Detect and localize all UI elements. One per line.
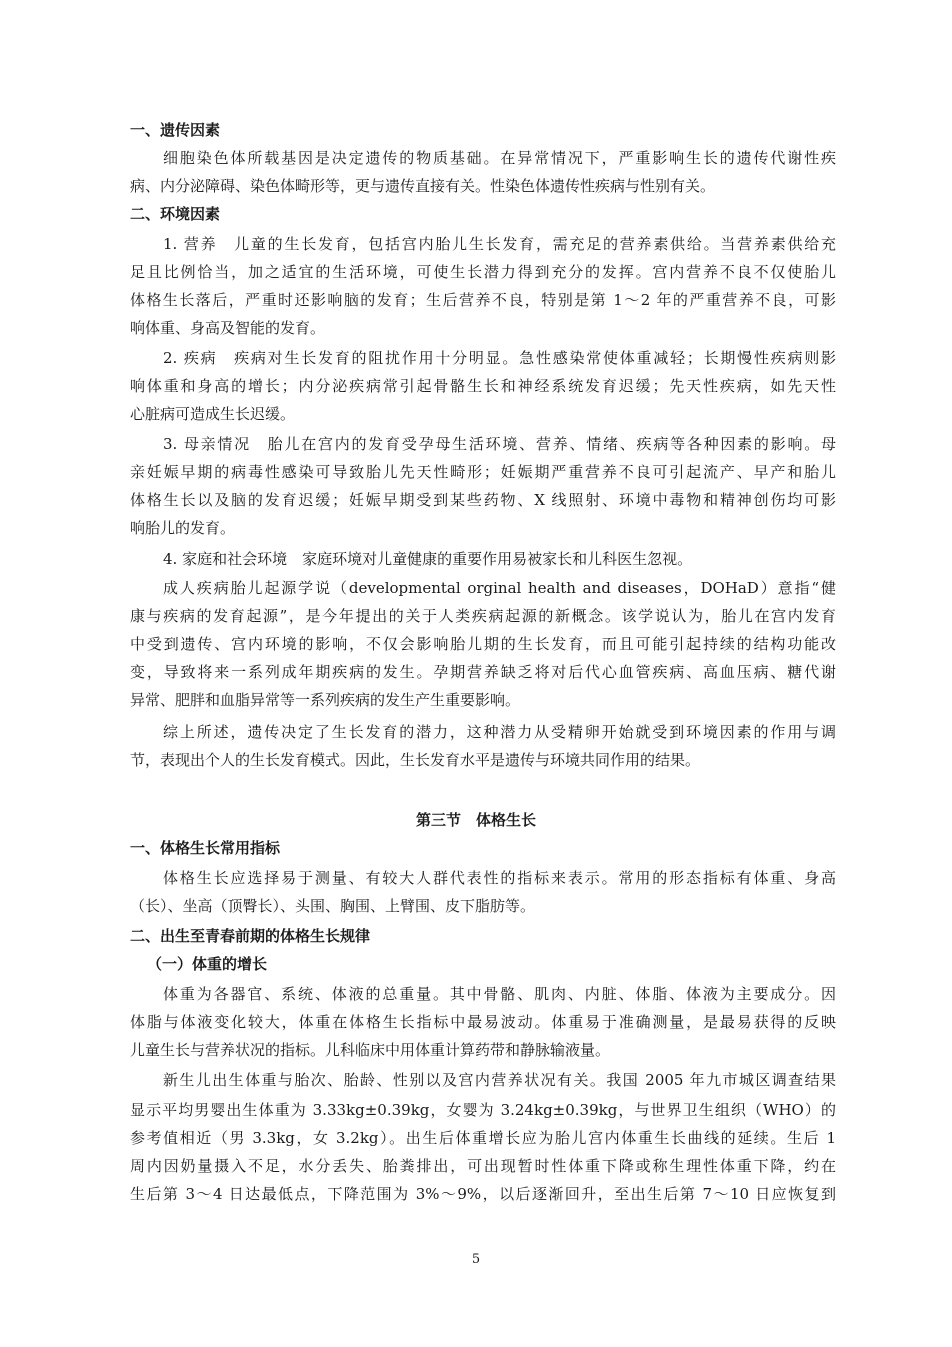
paragraph-line: 病、内分泌障碍、染色体畸形等，更与遗传直接有关。性染色体遗传性疾病与性别有关。 <box>130 177 716 195</box>
paragraph-line: 康与疾病的发育起源”，是今年提出的关于人类疾病起源的新概念。该学说认为，胎儿在宫内发育 <box>130 607 836 625</box>
paragraph-line: 儿童生长与营养状况的指标。儿科临床中用体重计算药带和静脉输液量。 <box>130 1041 611 1059</box>
paragraph-line: 心脏病可造成生长迟缓。 <box>130 405 296 423</box>
paragraph-line: 综上所述，遗传决定了生长发育的潜力，这种潜力从受精卵开始就受到环境因素的作用与调 <box>163 723 836 741</box>
paragraph-line: 异常、肥胖和血脂异常等一系列疾病的发生产生重要影响。 <box>130 691 521 709</box>
paragraph-line: 体格生长应选择易于测量、有较大人群代表性的指标来表示。常用的形态指标有体重、身高 <box>163 869 836 887</box>
paragraph-line: 变，导致将来一系列成年期疾病的发生。孕期营养缺乏将对后代心血管疾病、高血压病、糖代谢 <box>130 663 836 681</box>
paragraph-line: 周内因奶量摄入不足，水分丢失、胎粪排出，可出现暂时性体重下降或称生理性体重下降，约在 <box>130 1157 836 1175</box>
paragraph-line: 亲妊娠早期的病毒性感染可导致胎儿先天性畸形；妊娠期严重营养不良可引起流产、早产和胎儿 <box>130 463 836 481</box>
paragraph-line: 体格生长落后，严重时还影响脑的发育；生后营养不良，特别是第 1～2 年的严重营养不良，可影 <box>130 291 836 309</box>
paragraph-line: 新生儿出生体重与胎次、胎龄、性别以及宫内营养状况有关。我国 2005 年九市城区调查结果 <box>163 1071 836 1089</box>
heading-growth-rules: 二、出生至青春前期的体格生长规律 <box>130 927 371 945</box>
paragraph-line: 成人疾病胎儿起源学说（developmental orginal health and diseases，DOHaD）意指“健 <box>163 579 836 597</box>
paragraph-line: 节，表现出个人的生长发育模式。因此，生长发育水平是遗传与环境共同作用的结果。 <box>130 751 701 769</box>
paragraph-line: （长）、坐高（顶臀长）、头围、胸围、上臂围、皮下脂肪等。 <box>130 897 536 915</box>
paragraph-line: 体重为各器官、系统、体液的总重量。其中骨骼、肌肉、内脏、体脂、体液为主要成分。因 <box>163 985 836 1003</box>
heading-environment-factors: 二、环境因素 <box>130 205 221 223</box>
paragraph-line: 参考值相近（男 3.3kg，女 3.2kg）。出生后体重增长应为胎儿宫内体重生长曲线的延续。生后 1 <box>130 1129 836 1147</box>
paragraph-line: 1. 营养 儿童的生长发育，包括宫内胎儿生长发育，需充足的营养素供给。当营养素供给充 <box>163 235 836 253</box>
paragraph-line: 显示平均男婴出生体重为 3.33kg±0.39kg，女婴为 3.24kg±0.39kg，与世界卫生组织（WHO）的 <box>130 1101 836 1119</box>
paragraph-line: 3. 母亲情况 胎儿在宫内的发育受孕母生活环境、营养、情绪、疾病等各种因素的影响。母 <box>163 435 836 453</box>
heading-weight-growth: （一）体重的增长 <box>147 955 268 973</box>
heading-genetic-factors: 一、遗传因素 <box>130 121 221 139</box>
paragraph-line: 中受到遗传、宫内环境的影响，不仅会影响胎儿期的生长发育，而且可能引起持续的结构功能改 <box>130 635 836 653</box>
paragraph-line: 体格生长以及脑的发育迟缓；妊娠早期受到某些药物、X 线照射、环境中毒物和精神创伤均可影 <box>130 491 836 509</box>
heading-growth-indicators: 一、体格生长常用指标 <box>130 839 281 857</box>
paragraph-line: 生后第 3～4 日达最低点，下降范围为 3%～9%，以后逐渐回升，至出生后第 7～10 日应恢复到 <box>130 1185 836 1203</box>
paragraph-line: 2. 疾病 疾病对生长发育的阻扰作用十分明显。急性感染常使体重减轻；长期慢性疾病则影 <box>163 349 836 367</box>
paragraph-line: 4. 家庭和社会环境 家庭环境对儿童健康的重要作用易被家长和儿科医生忽视。 <box>163 550 693 568</box>
section-title: 第三节 体格生长 <box>415 811 536 829</box>
paragraph-line: 足且比例恰当，加之适宜的生活环境，可使生长潜力得到充分的发挥。宫内营养不良不仅使胎儿 <box>130 263 836 281</box>
paragraph-line: 细胞染色体所载基因是决定遗传的物质基础。在异常情况下，严重影响生长的遗传代谢性疾 <box>163 149 836 167</box>
paragraph-line: 响体重和身高的增长；内分泌疾病常引起骨骼生长和神经系统发育迟缓；先天性疾病，如先天性 <box>130 377 836 395</box>
paragraph-line: 响体重、身高及智能的发育。 <box>130 319 326 337</box>
page-number: 5 <box>471 1252 481 1267</box>
paragraph-line: 体脂与体液变化较大，体重在体格生长指标中最易波动。体重易于准确测量，是最易获得的反映 <box>130 1013 836 1031</box>
paragraph-line: 响胎儿的发育。 <box>130 519 236 537</box>
